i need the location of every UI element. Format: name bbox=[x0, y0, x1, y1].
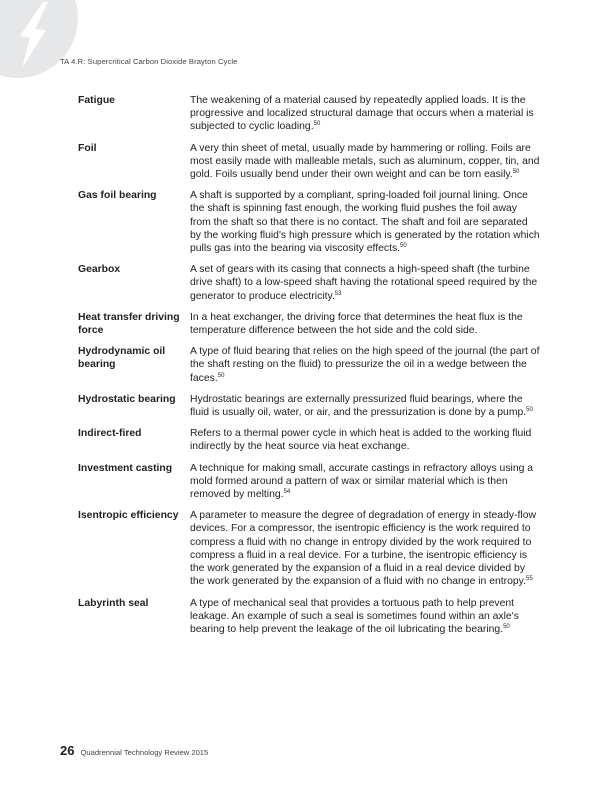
glossary-entry bbox=[78, 263, 540, 303]
page-footer bbox=[60, 743, 208, 758]
glossary-definition bbox=[190, 311, 540, 337]
glossary-term: Labyrinth seal bbox=[78, 597, 149, 609]
glossary-entry bbox=[78, 509, 540, 588]
glossary-entry bbox=[78, 311, 540, 337]
reference-number: 50 bbox=[313, 121, 321, 128]
definition-text: In a heat exchanger, the driving force that determines the heat flux is the temperature difference between the hot side and the cold side. bbox=[190, 311, 523, 337]
glossary-entry bbox=[78, 462, 540, 502]
glossary-definition bbox=[190, 142, 540, 182]
definition-text: A very thin sheet of metal, usually made by hammering or rolling. Foils are most easily made with malleable metals, such as aluminum, copper, tin, and gold. Foils usually bend under their own weight and can be torn easily. bbox=[190, 142, 540, 181]
definition-text: A set of gears with its casing that connects a high-speed shaft (the turbine drive shaft) to a low-speed shaft having the rotational speed required by the generator to produce electricity. bbox=[190, 264, 538, 302]
reference-number: 50 bbox=[503, 623, 510, 630]
glossary-definition bbox=[190, 597, 540, 637]
definition-text: Hydrostatic bearings are externally pressurized fluid bearings, where the fluid is usually oil, water, or air, and the pressurization is done by a pump. bbox=[190, 393, 527, 419]
glossary-term: Heat transfer driving force bbox=[78, 311, 180, 337]
glossary-entry bbox=[78, 189, 540, 255]
glossary-entry bbox=[78, 393, 540, 419]
glossary-definition bbox=[190, 345, 540, 385]
reference-number: 50 bbox=[526, 407, 533, 414]
definition-text: A technique for making small, accurate castings in refractory alloys using a mold formed around a pattern of wax or similar material which is then removed by melting. bbox=[190, 462, 534, 501]
definition-text: A type of mechanical seal that provides a tortuous path to help prevent leakage. An example of such a seal is sometimes found within an axle's bearing to help prevent the leakage of the oil lubricating the bearing. bbox=[190, 597, 519, 635]
reference-number: 50 bbox=[512, 169, 520, 176]
glossary-entry bbox=[78, 597, 540, 637]
glossary-entry bbox=[78, 427, 540, 453]
reference-number: 55 bbox=[526, 576, 533, 583]
glossary-term: Hydrostatic bearing bbox=[78, 393, 176, 405]
glossary-term: Indirect-fired bbox=[78, 428, 142, 440]
glossary-definition bbox=[190, 509, 540, 588]
glossary-definition bbox=[190, 94, 540, 134]
glossary-definition bbox=[190, 462, 540, 502]
reference-number: 54 bbox=[283, 489, 291, 496]
definition-text: The weakening of a material caused by repeatedly applied loads. It is the progressive and localized structural damage that occurs when a material is subjected to cyclic loading. bbox=[190, 95, 534, 133]
glossary-term: Hydrodynamic oil bearing bbox=[78, 346, 166, 371]
definition-text: A shaft is supported by a compliant, spring-loaded foil journal lining. Once the shaft is spinning fast enough, the working fluid pushes the foil away from the shaft so that there is no contact. The shaft and foil are separated by the working fluid's high pressure which is generated by the rotation which pulls gas into the bearing via viscosity effects. bbox=[190, 190, 540, 255]
glossary-entry bbox=[78, 94, 540, 134]
glossary-definition bbox=[190, 427, 540, 453]
publication-title: Quadrennial Technology Review 2015 bbox=[80, 748, 209, 757]
definition-text: A parameter to measure the degree of degradation of energy in steady-flow devices. For a compressor, the isentropic efficiency is the work required to compress a fluid with no change in entropy divided by the work required to compress a fluid in a real device. For a turbine, the isentropic efficiency is the work generated by the expansion of a fluid in a real device divided by the work generated by the expansion of a fluid with no change in entropy. bbox=[190, 510, 536, 588]
definition-text: Refers to a thermal power cycle in which heat is added to the working fluid indirectly by the heat source via heat exchange. bbox=[190, 428, 532, 453]
running-title: TA 4.R: Supercritical Carbon Dioxide Brayton Cycle bbox=[60, 57, 238, 66]
reference-number: 50 bbox=[217, 372, 225, 379]
glossary-entry bbox=[78, 345, 540, 385]
glossary-definition bbox=[190, 263, 540, 303]
definition-text: A type of fluid bearing that relies on the high speed of the journal (the part of the shaft resting on the fluid) to pressurize the oil in a wedge between the faces. bbox=[190, 346, 540, 384]
glossary-term: Fatigue bbox=[78, 95, 115, 106]
reference-number: 53 bbox=[334, 290, 342, 297]
reference-number: 50 bbox=[400, 243, 407, 250]
glossary-definition bbox=[190, 393, 540, 419]
glossary-term: Investment casting bbox=[78, 462, 173, 474]
glossary-definition bbox=[190, 189, 540, 255]
glossary-term: Foil bbox=[78, 142, 97, 154]
lightning-bolt-icon bbox=[0, 0, 78, 78]
glossary-term: Isentropic efficiency bbox=[78, 510, 179, 522]
glossary-term: Gearbox bbox=[78, 264, 121, 276]
glossary-entry bbox=[78, 142, 540, 182]
glossary-term: Gas foil bearing bbox=[78, 190, 157, 202]
glossary-list bbox=[78, 94, 540, 644]
page-number: 26 bbox=[60, 743, 75, 758]
